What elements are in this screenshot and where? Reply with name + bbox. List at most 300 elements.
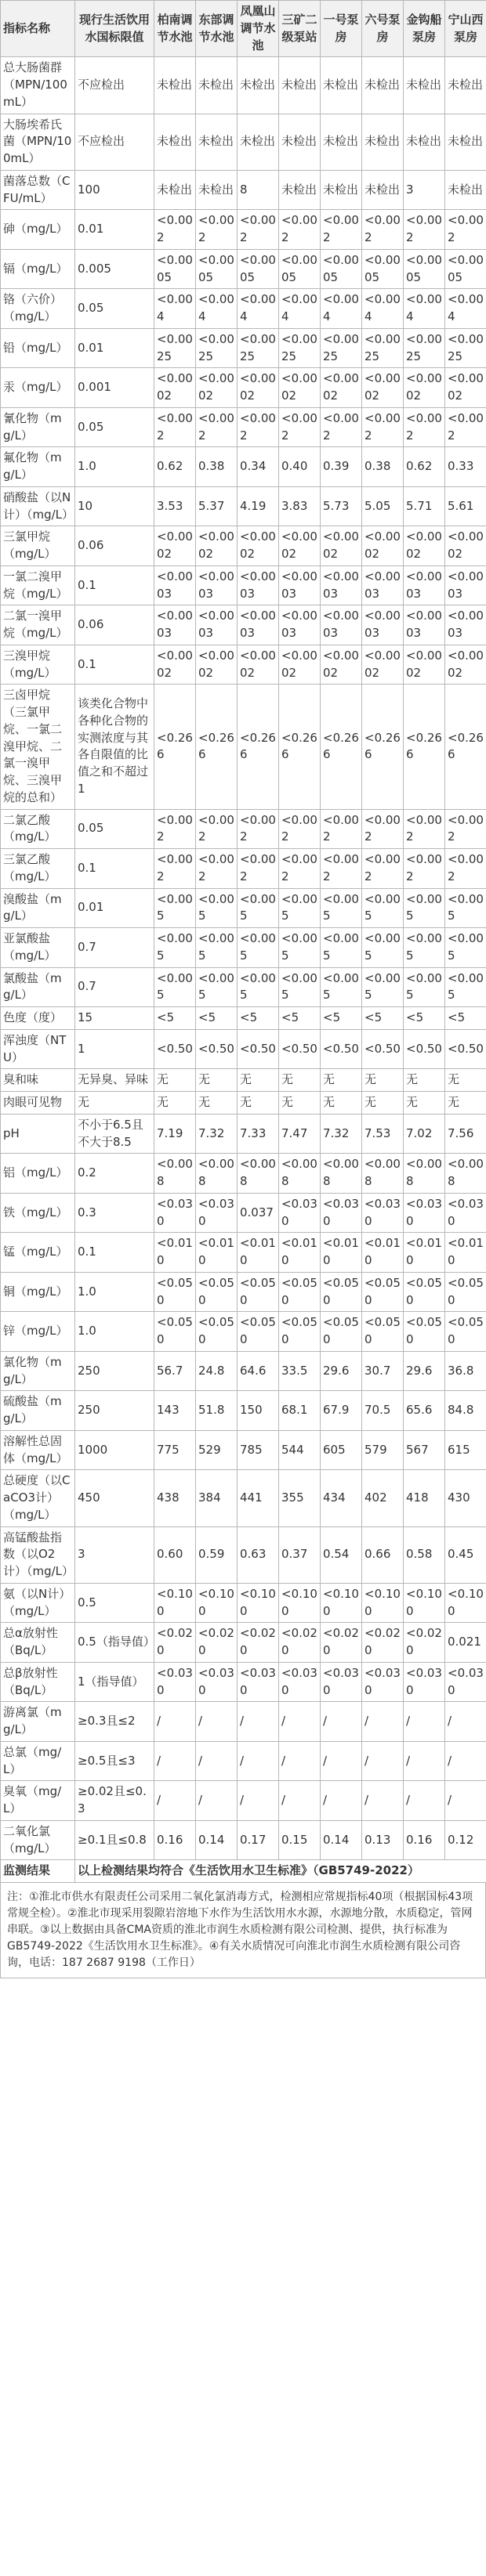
site-value: 0.14	[321, 1820, 362, 1860]
site-value: <0.0002	[445, 645, 486, 685]
site-value: <0.004	[154, 289, 196, 329]
standard-limit: 0.5	[75, 1583, 154, 1623]
site-value: <0.50	[404, 1029, 445, 1069]
table-row	[1, 1470, 486, 1526]
site-value: <0.0002	[196, 368, 238, 408]
standard-limit: 0.1	[75, 565, 154, 605]
site-value: <0.050	[321, 1272, 362, 1312]
site-value: <0.0002	[238, 526, 279, 566]
site-value: <0.030	[279, 1662, 321, 1702]
site-value: <0.0002	[279, 526, 321, 566]
standard-limit: ≥0.02且≤0.3	[75, 1781, 154, 1821]
site-value: <0.004	[321, 289, 362, 329]
indicator-name: 总α放射性（Bq/L）	[1, 1623, 75, 1663]
site-value: <0.050	[279, 1272, 321, 1312]
standard-limit: 0.05	[75, 289, 154, 329]
site-value: <0.010	[404, 1233, 445, 1273]
site-value: 0.59	[196, 1526, 238, 1583]
site-value: 未检出	[279, 170, 321, 210]
site-value: <0.266	[362, 685, 404, 809]
standard-limit: 0.1	[75, 645, 154, 685]
site-value: <0.266	[196, 685, 238, 809]
site-value: /	[196, 1741, 238, 1781]
site-value: /	[404, 1702, 445, 1742]
site-value: /	[321, 1741, 362, 1781]
site-value: 0.13	[362, 1820, 404, 1860]
table-row	[1, 1430, 486, 1470]
site-value: 无	[238, 1092, 279, 1115]
site-value: <0.0003	[196, 565, 238, 605]
site-value: <0.0002	[238, 645, 279, 685]
site-value: <0.50	[154, 1029, 196, 1069]
indicator-name: 总硬度（以CaCO3计）（mg/L）	[1, 1470, 75, 1526]
site-value: 无	[321, 1069, 362, 1092]
site-value: <0.0002	[196, 526, 238, 566]
site-value: <0.050	[196, 1312, 238, 1352]
standard-limit: 3	[75, 1526, 154, 1583]
site-value: <0.030	[154, 1662, 196, 1702]
site-value: 0.14	[196, 1820, 238, 1860]
site-value: 567	[404, 1430, 445, 1470]
site-value: 无	[196, 1069, 238, 1092]
site-value: 84.8	[445, 1391, 486, 1431]
indicator-name: 溶解性总固体（mg/L）	[1, 1430, 75, 1470]
site-value: <0.002	[404, 809, 445, 849]
site-value: 无	[445, 1092, 486, 1115]
site-value: 0.021	[445, 1623, 486, 1663]
site-value: <0.050	[404, 1272, 445, 1312]
site-value: <0.100	[321, 1583, 362, 1623]
indicator-name: 铬（六价）（mg/L）	[1, 289, 75, 329]
site-value: <0.0002	[404, 526, 445, 566]
site-value: <0.002	[154, 849, 196, 889]
standard-limit: 该类化合物中各种化合物的实测浓度与其各自限值的比值之和不超过1	[75, 685, 154, 809]
site-value: /	[196, 1781, 238, 1821]
site-value: <0.0003	[404, 605, 445, 645]
table-row	[1, 1233, 486, 1273]
site-value: /	[238, 1702, 279, 1742]
site-value: 未检出	[154, 170, 196, 210]
site-value: <0.030	[196, 1662, 238, 1702]
site-value: <0.010	[321, 1233, 362, 1273]
table-row	[1, 1781, 486, 1821]
indicator-name: 亚氯酸盐（mg/L）	[1, 928, 75, 968]
site-value: <0.005	[362, 928, 404, 968]
site-value: <0.50	[238, 1029, 279, 1069]
standard-limit: 15	[75, 1007, 154, 1030]
indicator-name: 肉眼可见物	[1, 1092, 75, 1115]
standard-limit: 1.0	[75, 447, 154, 487]
site-value: 51.8	[196, 1391, 238, 1431]
site-value: 无	[238, 1069, 279, 1092]
site-value: <0.002	[321, 407, 362, 447]
table-row	[1, 1351, 486, 1391]
standard-limit: 0.06	[75, 605, 154, 645]
site-value: <0.0005	[321, 249, 362, 289]
site-value: <0.0002	[362, 526, 404, 566]
standard-limit: 1.0	[75, 1312, 154, 1352]
site-value: 无	[279, 1092, 321, 1115]
site-value: <0.050	[445, 1272, 486, 1312]
site-value: 0.33	[445, 447, 486, 487]
site-value: <0.005	[321, 928, 362, 968]
site-value: <0.0003	[279, 605, 321, 645]
site-value: <0.100	[404, 1583, 445, 1623]
site-value: <0.020	[279, 1623, 321, 1663]
site-value: /	[404, 1741, 445, 1781]
site-value: 0.037	[238, 1193, 279, 1233]
site-value: <0.002	[321, 849, 362, 889]
site-value: <0.002	[196, 210, 238, 250]
site-value: <0.0003	[362, 565, 404, 605]
site-value: <0.050	[154, 1272, 196, 1312]
indicator-name: 氯酸盐（mg/L）	[1, 967, 75, 1007]
site-value: <0.030	[196, 1193, 238, 1233]
table-row	[1, 1583, 486, 1623]
table-row	[1, 928, 486, 968]
site-value: <0.005	[321, 888, 362, 928]
site-value: 5.05	[362, 486, 404, 526]
site-value: /	[238, 1781, 279, 1821]
indicator-name: 硫酸盐（mg/L）	[1, 1391, 75, 1431]
table-row	[1, 888, 486, 928]
site-value: 56.7	[154, 1351, 196, 1391]
site-value: <0.050	[238, 1312, 279, 1352]
site-value: <0.100	[196, 1583, 238, 1623]
site-value: <0.050	[445, 1312, 486, 1352]
standard-limit: 0.1	[75, 849, 154, 889]
site-value: 775	[154, 1430, 196, 1470]
site-value: 7.32	[321, 1114, 362, 1154]
site-value: <0.005	[321, 967, 362, 1007]
site-value: <0.0002	[321, 526, 362, 566]
table-row	[1, 645, 486, 685]
header-site: 六号泵房	[362, 1, 404, 57]
site-value: /	[445, 1741, 486, 1781]
table-row	[1, 967, 486, 1007]
site-value: /	[321, 1702, 362, 1742]
site-value: <0.004	[196, 289, 238, 329]
site-value: <0.008	[238, 1154, 279, 1194]
site-value: 64.6	[238, 1351, 279, 1391]
site-value: 529	[196, 1430, 238, 1470]
site-value: 0.12	[445, 1820, 486, 1860]
standard-limit: 0.5（指导值）	[75, 1623, 154, 1663]
footnote: 注：①淮北市供水有限责任公司采用二氧化氯消毒方式，检测相应常规指标40项（根据国标43项常规全检）。②淮北市现采用裂隙岩溶地下水作为生活饮用水水源，水源地分散，水质稳定，管网串联。③以上数据由具备CMA资质的淮北市润生水质检测有限公司检测、提供，执行标准为GB5749-2022《生活饮用水卫生标准》。④有关水质情况可向淮北市润生水质检测有限公司咨询，电话：187 2687 9198（工作日）	[0, 1883, 486, 1978]
indicator-name: 三溴甲烷（mg/L）	[1, 645, 75, 685]
site-value: <0.100	[279, 1583, 321, 1623]
standard-limit: 10	[75, 486, 154, 526]
site-value: 无	[362, 1069, 404, 1092]
site-value: 30.7	[362, 1351, 404, 1391]
site-value: <0.002	[279, 210, 321, 250]
site-value: 8	[238, 170, 279, 210]
site-value: <0.002	[321, 809, 362, 849]
site-value: <0.004	[404, 289, 445, 329]
site-value: <0.002	[238, 849, 279, 889]
site-value: /	[196, 1702, 238, 1742]
site-value: <5	[154, 1007, 196, 1030]
site-value: 0.16	[404, 1820, 445, 1860]
site-value: <0.050	[196, 1272, 238, 1312]
standard-limit: 1.0	[75, 1272, 154, 1312]
site-value: /	[154, 1702, 196, 1742]
indicator-name: 总β放射性（Bq/L）	[1, 1662, 75, 1702]
site-value: <0.0003	[362, 605, 404, 645]
site-value: <0.0002	[279, 645, 321, 685]
site-value: <0.002	[279, 407, 321, 447]
site-value: 36.8	[445, 1351, 486, 1391]
site-value: 384	[196, 1470, 238, 1526]
standard-limit: 0.005	[75, 249, 154, 289]
header-site: 柏南调节水池	[154, 1, 196, 57]
site-value: 430	[445, 1470, 486, 1526]
site-value: 未检出	[154, 114, 196, 170]
site-value: /	[362, 1741, 404, 1781]
header-row	[1, 1, 486, 57]
site-value: 24.8	[196, 1351, 238, 1391]
site-value: <0.050	[279, 1312, 321, 1352]
site-value: <0.020	[362, 1623, 404, 1663]
indicator-name: 臭氧（mg/L）	[1, 1781, 75, 1821]
site-value: <0.0025	[154, 328, 196, 368]
site-value: <0.50	[279, 1029, 321, 1069]
site-value: <0.005	[362, 888, 404, 928]
table-row	[1, 114, 486, 170]
site-value: <0.010	[445, 1233, 486, 1273]
site-value: <0.004	[445, 289, 486, 329]
site-value: <0.002	[362, 407, 404, 447]
site-value: 441	[238, 1470, 279, 1526]
site-value: /	[154, 1781, 196, 1821]
site-value: 无	[279, 1069, 321, 1092]
site-value: 未检出	[404, 57, 445, 114]
standard-limit: 0.3	[75, 1193, 154, 1233]
site-value: <5	[196, 1007, 238, 1030]
site-value: <0.005	[404, 928, 445, 968]
site-value: <0.050	[238, 1272, 279, 1312]
table-row	[1, 809, 486, 849]
indicator-name: 砷（mg/L）	[1, 210, 75, 250]
indicator-name: pH	[1, 1114, 75, 1154]
site-value: <0.50	[445, 1029, 486, 1069]
site-value: <5	[279, 1007, 321, 1030]
site-value: /	[154, 1741, 196, 1781]
site-value: /	[279, 1781, 321, 1821]
site-value: 0.38	[362, 447, 404, 487]
site-value: 未检出	[445, 57, 486, 114]
standard-limit: 0.05	[75, 407, 154, 447]
site-value: <0.005	[404, 967, 445, 1007]
site-value: <0.002	[196, 407, 238, 447]
site-value: <0.020	[154, 1623, 196, 1663]
site-value: 无	[154, 1092, 196, 1115]
site-value: 7.19	[154, 1114, 196, 1154]
standard-limit: ≥0.5且≤3	[75, 1741, 154, 1781]
standard-limit: 不应检出	[75, 114, 154, 170]
site-value: <0.0005	[154, 249, 196, 289]
site-value: 未检出	[445, 170, 486, 210]
table-row	[1, 1312, 486, 1352]
standard-limit: 1（指导值）	[75, 1662, 154, 1702]
site-value: <0.0005	[445, 249, 486, 289]
site-value: 0.60	[154, 1526, 196, 1583]
site-value: <0.002	[445, 210, 486, 250]
site-value: 579	[362, 1430, 404, 1470]
site-value: 未检出	[196, 114, 238, 170]
site-value: <0.002	[196, 809, 238, 849]
site-value: <0.008	[279, 1154, 321, 1194]
site-value: 0.16	[154, 1820, 196, 1860]
site-value: 7.02	[404, 1114, 445, 1154]
site-value: <0.020	[238, 1623, 279, 1663]
site-value: <0.030	[321, 1662, 362, 1702]
site-value: <0.010	[279, 1233, 321, 1273]
site-value: <0.004	[279, 289, 321, 329]
site-value: 0.40	[279, 447, 321, 487]
indicator-name: 二氯一溴甲烷（mg/L）	[1, 605, 75, 645]
table-row	[1, 1623, 486, 1663]
site-value: <0.005	[196, 928, 238, 968]
standard-limit: 0.7	[75, 967, 154, 1007]
site-value: 0.54	[321, 1526, 362, 1583]
site-value: <0.002	[445, 809, 486, 849]
site-value: 5.73	[321, 486, 362, 526]
table-body	[1, 57, 486, 1860]
table-row	[1, 407, 486, 447]
site-value: 0.62	[404, 447, 445, 487]
site-value: <0.0005	[279, 249, 321, 289]
table-row	[1, 849, 486, 889]
table-row	[1, 368, 486, 408]
site-value: <0.0005	[362, 249, 404, 289]
site-value: <0.50	[196, 1029, 238, 1069]
site-value: <0.002	[238, 210, 279, 250]
table-row	[1, 1193, 486, 1233]
indicator-name: 三卤甲烷（三氯甲烷、一氯二溴甲烷、二氯一溴甲烷、三溴甲烷的总和）	[1, 685, 75, 809]
site-value: /	[238, 1741, 279, 1781]
site-value: 605	[321, 1430, 362, 1470]
site-value: <0.100	[238, 1583, 279, 1623]
header-indicator-name: 指标名称	[1, 1, 75, 57]
indicator-name: 铝（mg/L）	[1, 1154, 75, 1194]
site-value: <0.050	[404, 1312, 445, 1352]
site-value: <0.0005	[404, 249, 445, 289]
table-row	[1, 1741, 486, 1781]
site-value: 615	[445, 1430, 486, 1470]
site-value: <0.005	[196, 888, 238, 928]
indicator-name: 三氯甲烷（mg/L）	[1, 526, 75, 566]
site-value: 0.37	[279, 1526, 321, 1583]
site-value: <0.008	[154, 1154, 196, 1194]
result-row	[1, 1860, 486, 1883]
site-value: /	[362, 1702, 404, 1742]
site-value: 7.47	[279, 1114, 321, 1154]
indicator-name: 氯化物（mg/L）	[1, 1351, 75, 1391]
site-value: 无	[404, 1092, 445, 1115]
site-value: 418	[404, 1470, 445, 1526]
site-value: <0.002	[279, 849, 321, 889]
site-value: <0.0002	[279, 368, 321, 408]
standard-limit: 1	[75, 1029, 154, 1069]
standard-limit: ≥0.1且≤0.8	[75, 1820, 154, 1860]
table-row	[1, 1114, 486, 1154]
indicator-name: 氰化物（mg/L）	[1, 407, 75, 447]
site-value: <0.004	[362, 289, 404, 329]
indicator-name: 大肠埃希氏菌（MPN/100mL）	[1, 114, 75, 170]
header-site: 东部调节水池	[196, 1, 238, 57]
site-value: 33.5	[279, 1351, 321, 1391]
table-row	[1, 1526, 486, 1583]
site-value: 150	[238, 1391, 279, 1431]
result-text: 以上检测结果均符合《生活饮用水卫生标准》（GB5749-2022）	[75, 1860, 486, 1883]
site-value: <0.0002	[238, 368, 279, 408]
table-row	[1, 289, 486, 329]
indicator-name: 总氯（mg/L）	[1, 1741, 75, 1781]
site-value: <0.005	[238, 967, 279, 1007]
table-row	[1, 249, 486, 289]
site-value: 无	[404, 1069, 445, 1092]
indicator-name: 铜（mg/L）	[1, 1272, 75, 1312]
site-value: <0.0003	[238, 605, 279, 645]
site-value: <0.002	[445, 407, 486, 447]
site-value: <0.020	[321, 1623, 362, 1663]
site-value: 未检出	[445, 114, 486, 170]
site-value: <0.002	[362, 210, 404, 250]
site-value: <0.002	[404, 210, 445, 250]
standard-limit: 1000	[75, 1430, 154, 1470]
table-row	[1, 565, 486, 605]
standard-limit: 450	[75, 1470, 154, 1526]
standard-limit: 0.01	[75, 888, 154, 928]
site-value: 无	[321, 1092, 362, 1115]
site-value: <0.50	[362, 1029, 404, 1069]
site-value: 0.34	[238, 447, 279, 487]
site-value: 无	[196, 1092, 238, 1115]
header-site: 宁山西泵房	[445, 1, 486, 57]
header-site: 三矿二级泵站	[279, 1, 321, 57]
site-value: <0.030	[445, 1662, 486, 1702]
standard-limit: 100	[75, 170, 154, 210]
table-row	[1, 1702, 486, 1742]
site-value: <0.005	[279, 967, 321, 1007]
table-row	[1, 1820, 486, 1860]
site-value: <0.266	[445, 685, 486, 809]
indicator-name: 溴酸盐（mg/L）	[1, 888, 75, 928]
site-value: 29.6	[404, 1351, 445, 1391]
site-value: <5	[404, 1007, 445, 1030]
site-value: 70.5	[362, 1391, 404, 1431]
site-value: <0.005	[154, 888, 196, 928]
site-value: <0.005	[196, 967, 238, 1007]
site-value: <0.002	[279, 809, 321, 849]
site-value: /	[279, 1741, 321, 1781]
site-value: <0.030	[445, 1193, 486, 1233]
standard-limit: 无异臭、异味	[75, 1069, 154, 1092]
site-value: 0.58	[404, 1526, 445, 1583]
table-row	[1, 170, 486, 210]
site-value: <0.008	[196, 1154, 238, 1194]
site-value: 未检出	[362, 170, 404, 210]
table-row	[1, 447, 486, 487]
site-value: <0.008	[404, 1154, 445, 1194]
site-value: 0.63	[238, 1526, 279, 1583]
site-value: <0.266	[404, 685, 445, 809]
standard-limit: 0.1	[75, 1233, 154, 1273]
site-value: <0.010	[196, 1233, 238, 1273]
site-value: /	[445, 1702, 486, 1742]
site-value: /	[279, 1702, 321, 1742]
